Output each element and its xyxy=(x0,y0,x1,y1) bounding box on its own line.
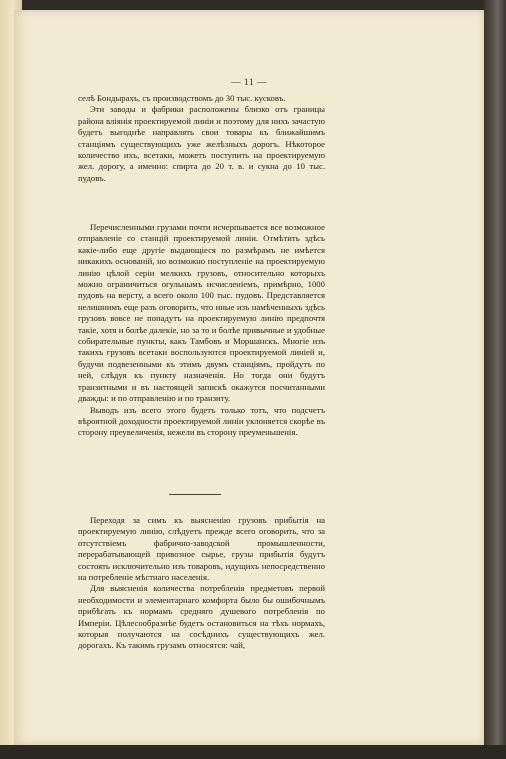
text-section-3 xyxy=(78,515,325,652)
paragraph: Эти заводы и фабрики расположены близко отъ границы района вліянія проектируемой линіи и поэтому для нихъ зачастую будетъ выгоднѣе направлять свои товары къ ближайшимъ станціямъ существующихъ уже желѣзныхъ дорогъ. Нѣкоторое количество ихъ, всетаки, можетъ поступить на проектируемую жел. дорогу, а именно: спирта до 20 т. в. и сукна до 10 тыс. пудовъ. xyxy=(78,104,325,183)
paragraph: Выводъ изъ всего этого будетъ только тотъ, что подсчетъ вѣроятной доходности проектируемой линіи уклоняется скорѣе въ сторону преувеличенія, нежели въ сторону преуменьшенія. xyxy=(78,404,325,438)
book-edge-bottom xyxy=(0,745,506,759)
book-edge-right xyxy=(484,0,506,759)
book-page xyxy=(14,10,484,745)
paragraph: Переходя за симъ къ выясненію грузовъ прибытія на проектируемую линію, слѣдуетъ прежде всего оговорить, что за отсутствіемъ фабрично-заводской промышленности, перерабатывающей привозное сырье, грузы прибытія будутъ состоять исключительно изъ товаровъ, идущихъ непосредственно на потребленіе мѣстнаго населенія. xyxy=(78,515,325,583)
section-divider xyxy=(169,494,221,495)
paragraph: Для выясненія количества потребленія предметовъ первой необходимости и элементарнаго комфорта было бы ошибочнымъ прибѣгать къ нормамъ средняго душевого потребленія по Имперіи. Цѣлесообразнѣе будетъ остановиться на тѣхъ нормахъ, которыя получаются на сосѣднихъ существующихъ жел. дорогахъ. Къ такимъ грузамъ относятся: чай, xyxy=(78,583,325,651)
page-number: — 11 — xyxy=(231,78,267,88)
text-section-2 xyxy=(78,222,325,439)
text-section-1 xyxy=(78,93,325,184)
paragraph: Перечисленными грузами почти исчерпывается все возможное отправленіе со станцій проектируемой линіи. Отмѣтить здѣсь какіе-либо еще другіе выдающіеся по размѣрамъ не имѣется никакихъ основаній, но возможно поступленіе на проектируемую линію цѣлой серіи мелкихъ грузовъ, относительно которыхъ можно ограничиться огульнымъ исчисленіемъ, примѣрно, 1000 пудовъ на версту, а всего около 100 тыс. пудовъ. Представляется нелишнимъ еще разъ оговорить, что иные изъ намѣченныхъ здѣсь грузовъ вовсе не попадутъ на проектируемую линію предпочтя такіе, хотя и болѣе далекіе, но за то и болѣе привычные и удобные собирательные пункты, какъ Тамбовъ и Моршанскъ. Многіе изъ такихъ грузовъ всетаки воспользуются проектируемой линіей и, будучи подвезенными къ этимъ двумъ станціямъ, пройдутъ по ней, слѣдуя къ пункту назначенія. Но тогда они будутъ транзитными и въ настоящей запискѣ окажутся посчитанными дважды: и по отправленію и по транзиту. xyxy=(78,222,325,404)
paragraph: селѣ Бондырахъ, съ производствомъ до 30 тыс. кусковъ. xyxy=(78,93,286,103)
